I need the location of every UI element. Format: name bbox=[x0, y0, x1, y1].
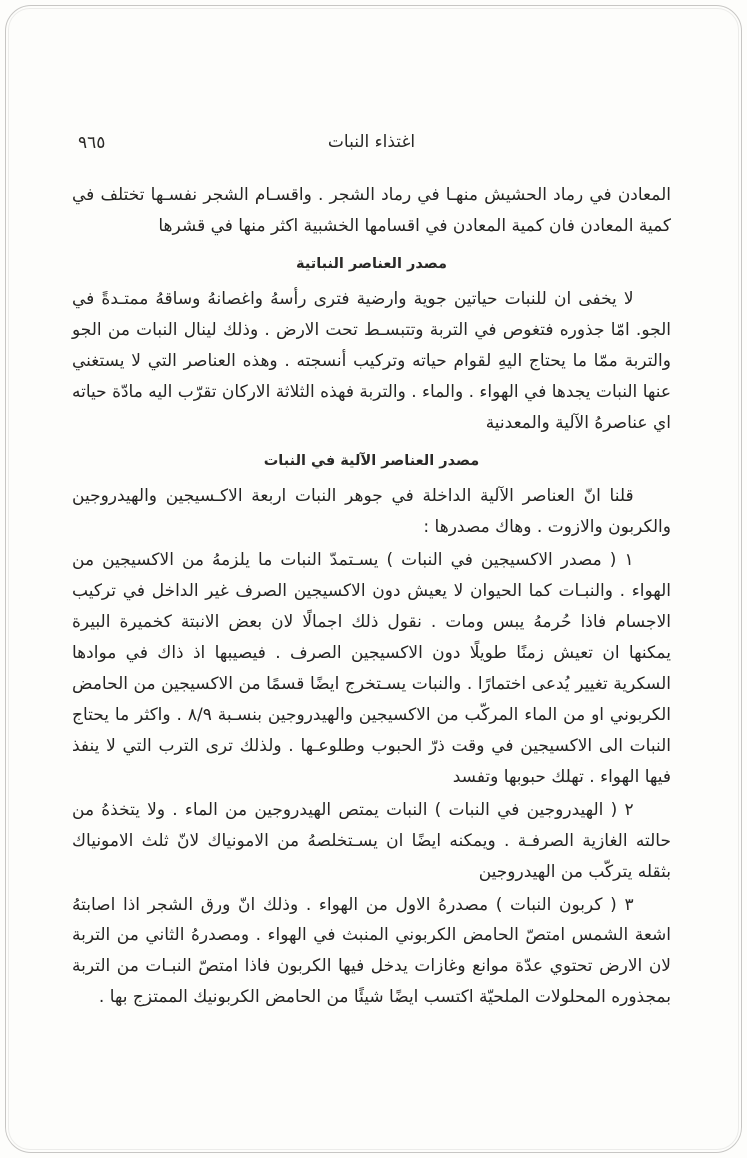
page-body bbox=[72, 180, 671, 1013]
running-title: اغتذاء النبات bbox=[327, 132, 416, 152]
paragraph-intro: قلنا انّ العناصر الآلية الداخلة في جوهر النبات اربعة الاكـسيجين والهيدروجين والكربون والازوت . وهاك مصدرها : bbox=[72, 486, 671, 538]
paragraph-continuation: المعادن في رماد الحشيش منهـا في رماد الشجر . واقسـام الشجر نفسـها تختلف في كمية المعادن فان كمية المعادن في اقسامها الخشبية اكثر منها في قشرها bbox=[72, 185, 671, 236]
paragraph-item-oxygen: ١ ( مصدر الاكسيجين في النبات ) يسـتمدّ النبات ما يلزمهُ من الاكسيجين من الهواء . والنبـات كما الحيوان لا يعيش دون الاكسيجين الصرف غير الداخل في تركيب الاجسام فاذا حُرمهُ يبس ومات . نقول ذلك اجمالًا لان بعض الانبتة كخميرة البيرة يمكنها ان تعيش زمنًا طويلًا دون الاكسيجين الصرف . فيصيبها اذ ذاك في موادها السكرية تغيير يُدعى اختمارًا . والنبات يسـتخرج ايضًا قسمًا من الاكسيجين من الحامض الكربوني او من الماء المركّب من الاكسيجين والهيدروجين بنسـبة ٨/٩ . واكثر ما يحتاج النبات الى الاكسيجين في وقت ذرّ الحبوب وطلوعـها . ولذلك ترى الترب التي لا ينفذ فيها الهواء . تهلك حبوبها وتفسد bbox=[72, 550, 671, 787]
section-heading-organic-elements: مصدر العناصر الآلية في النبات bbox=[263, 452, 480, 469]
paragraph-item-hydrogen: ٢ ( الهيدروجين في النبات ) النبات يمتص الهيدروجين من الماء . ولا يتخذهُ من حالته الغازية الصرفـة . ويمكنه ايضًا ان يسـتخلصهُ من الامونياك لانّ ثلث الامونياك بثقله يتركّب من الهيدروجين bbox=[72, 799, 671, 882]
page-number: ٩٦٥ bbox=[78, 133, 106, 153]
paragraph-item-carbon: ٣ ( كربون النبات ) مصدرهُ الاول من الهواء . وذلك انّ ورق الشجر اذا اصابتهُ اشعة الشمس امتصّ الحامض الكربوني المنبث في الهواء . ومصدرهُ الثاني من التربة لان الارض تحتوي عدّة موانع وغازات يدخل فيها الكربون فاذا امتصّ النبـات من التربة بمجذوره المحلولات الملحيّة اكتسب ايضًا شيئًا من الحامض الكربونيك الممتزج بها . bbox=[72, 894, 671, 1008]
page-header bbox=[72, 132, 671, 166]
book-page bbox=[72, 132, 671, 1015]
section-heading-plant-elements: مصدر العناصر النباتية bbox=[296, 255, 447, 272]
paragraph-two-lives: لا يخفى ان للنبات حياتين جوية وارضية فترى رأسهُ واغصانهُ وساقهُ ممتـدةً في الجو. امّا جذوره فتغوص في التربة وتتبسـط تحت الارض . وذلك لينال النبات من الجو والتربة ممّا ما يحتاج اليهِ لقوام حياته وتركيب أنسجته . وهذه العناصر التي لا يستغني عنها النبات يجدها في الهواء . والماء . والتربة فهذه الثلاثة الاركان تقرّب اليه مادّة حياته اي عناصرهُ الآلية والمعدنية bbox=[72, 289, 671, 433]
